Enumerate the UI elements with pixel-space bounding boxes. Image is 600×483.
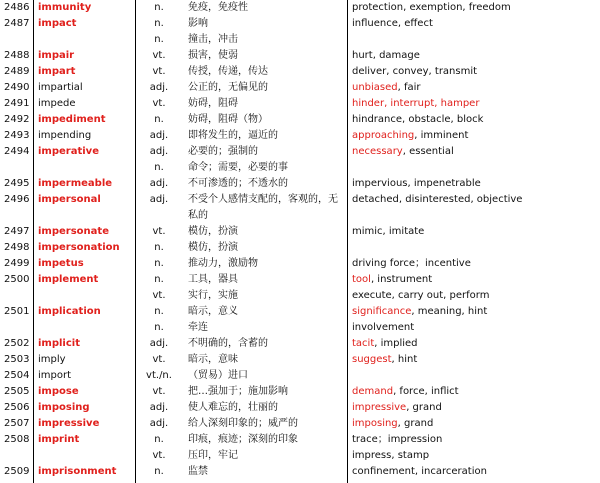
headword: imprisonment xyxy=(38,466,117,477)
chinese-meaning: 模仿，扮演 xyxy=(188,226,238,237)
entry-number: 2489 xyxy=(4,66,30,77)
chinese-meaning: 给人深刻印象的；威严的 xyxy=(188,418,298,429)
table-row xyxy=(0,400,600,416)
table-row xyxy=(0,0,600,16)
table-row xyxy=(0,96,600,112)
key-synonym: approaching xyxy=(352,130,415,141)
part-of-speech: n. xyxy=(154,466,164,477)
part-of-speech: n. xyxy=(154,274,164,285)
headword: imposing xyxy=(38,402,90,413)
part-of-speech: n. xyxy=(154,306,164,317)
synonym: confinement, incarceration xyxy=(352,466,487,477)
english-synonyms xyxy=(352,384,598,400)
synonym: , fair xyxy=(397,82,421,93)
chinese-meaning: 传授，传递，传达 xyxy=(188,66,268,77)
table-row xyxy=(0,16,600,32)
part-of-speech: n. xyxy=(154,34,164,45)
headword: impermeable xyxy=(38,178,113,189)
key-synonym: significance xyxy=(352,306,412,317)
table-row xyxy=(0,240,600,256)
entry-number: 2505 xyxy=(4,386,30,397)
entry-number: 2507 xyxy=(4,418,30,429)
headword: impersonation xyxy=(38,242,120,253)
synonym: execute, carry out, perform xyxy=(352,290,490,301)
headword: impending xyxy=(38,130,92,141)
english-synonyms xyxy=(352,256,598,272)
chinese-meaning: 暗示，意义 xyxy=(188,306,238,317)
headword: imperative xyxy=(38,146,99,157)
part-of-speech: vt. xyxy=(152,354,166,365)
english-synonyms xyxy=(352,48,598,64)
part-of-speech: n. xyxy=(154,2,164,13)
entry-number: 2496 xyxy=(4,194,30,205)
synonym: , grand xyxy=(406,402,442,413)
english-synonyms xyxy=(352,64,598,80)
synonym: trace；impression xyxy=(352,434,443,445)
part-of-speech: adj. xyxy=(149,82,169,93)
chinese-meaning: 监禁 xyxy=(188,466,208,477)
key-synonym: demand xyxy=(352,386,394,397)
english-synonyms xyxy=(352,192,598,208)
table-row xyxy=(0,144,600,160)
chinese-meaning: 牵连 xyxy=(188,322,208,333)
part-of-speech: vt. xyxy=(152,226,166,237)
table-row xyxy=(0,80,600,96)
part-of-speech: n. xyxy=(154,18,164,29)
chinese-meaning: 撞击，冲击 xyxy=(188,34,238,45)
english-synonyms xyxy=(352,352,598,368)
chinese-meaning: 暗示，意味 xyxy=(188,354,238,365)
headword: impressive xyxy=(38,418,100,429)
entry-number: 2491 xyxy=(4,98,30,109)
english-synonyms xyxy=(352,160,598,176)
key-synonym: necessary xyxy=(352,146,403,157)
synonym: impervious, impenetrable xyxy=(352,178,481,189)
headword: impersonate xyxy=(38,226,109,237)
part-of-speech: adj. xyxy=(149,194,169,205)
part-of-speech: vt. xyxy=(152,50,166,61)
part-of-speech: n. xyxy=(154,162,164,173)
english-synonyms xyxy=(352,16,598,32)
table-row xyxy=(0,416,600,432)
entry-number: 2503 xyxy=(4,354,30,365)
english-synonyms xyxy=(352,176,598,192)
chinese-meaning: 命令；需要，必要的事 xyxy=(188,162,288,173)
entry-number: 2509 xyxy=(4,466,30,477)
chinese-meaning: 推动力，激励物 xyxy=(188,258,258,269)
key-synonym: imposing xyxy=(352,418,398,429)
synonym: deliver, convey, transmit xyxy=(352,66,478,77)
table-row xyxy=(0,176,600,192)
synonym: impress, stamp xyxy=(352,450,430,461)
synonym: influence, effect xyxy=(352,18,433,29)
synonym: mimic, imitate xyxy=(352,226,425,237)
entry-number: 2497 xyxy=(4,226,30,237)
headword xyxy=(38,32,134,48)
english-synonyms xyxy=(352,80,598,96)
table-row xyxy=(0,256,600,272)
table-row xyxy=(0,448,600,464)
key-synonym: unbiased xyxy=(352,82,398,93)
key-synonym: hinder, interrupt, hamper xyxy=(352,98,480,109)
headword: imprint xyxy=(38,434,80,445)
entry-number: 2495 xyxy=(4,178,30,189)
chinese-meaning: 影响 xyxy=(188,18,208,29)
english-synonyms xyxy=(352,304,598,320)
entry-number: 2498 xyxy=(4,242,30,253)
chinese-meaning: 压印，牢记 xyxy=(188,450,238,461)
table-row xyxy=(0,32,600,48)
english-synonyms xyxy=(352,272,598,288)
part-of-speech: adj. xyxy=(149,146,169,157)
synonym: involvement xyxy=(352,322,415,333)
chinese-meaning: 印痕，痕迹；深刻的印象 xyxy=(188,434,298,445)
chinese-meaning: 必要的；强制的 xyxy=(188,146,258,157)
headword xyxy=(38,320,134,336)
table-row xyxy=(0,432,600,448)
entry-number: 2508 xyxy=(4,434,30,445)
chinese-meaning: 工具，器具 xyxy=(188,274,238,285)
synonym: , meaning, hint xyxy=(411,306,488,317)
english-synonyms xyxy=(352,288,598,304)
english-synonyms xyxy=(352,112,598,128)
entry-number: 2504 xyxy=(4,370,30,381)
synonym: , essential xyxy=(402,146,454,157)
table-row xyxy=(0,304,600,320)
synonym: , imminent xyxy=(414,130,469,141)
table-row xyxy=(0,112,600,128)
entry-number: 2501 xyxy=(4,306,30,317)
entry-number: 2506 xyxy=(4,402,30,413)
headword: impede xyxy=(38,98,76,109)
entry-number: 2493 xyxy=(4,130,30,141)
table-row xyxy=(0,464,600,480)
entry-number xyxy=(4,448,32,464)
key-synonym: tacit xyxy=(352,338,375,349)
table-row xyxy=(0,192,600,224)
headword: impair xyxy=(38,50,75,61)
chinese-meaning: 模仿，扮演 xyxy=(188,242,238,253)
table-row xyxy=(0,48,600,64)
headword: impartial xyxy=(38,82,83,93)
synonym: driving force；incentive xyxy=(352,258,471,269)
table-row xyxy=(0,368,600,384)
entry-number: 2500 xyxy=(4,274,30,285)
part-of-speech: adj. xyxy=(149,178,169,189)
entry-number: 2499 xyxy=(4,258,30,269)
english-synonyms xyxy=(352,320,598,336)
part-of-speech: adj. xyxy=(149,130,169,141)
chinese-meaning: 实行，实施 xyxy=(188,290,238,301)
chinese-meaning: 使人难忘的，壮丽的 xyxy=(188,402,278,413)
part-of-speech: n. xyxy=(154,322,164,333)
english-synonyms xyxy=(352,128,598,144)
chinese-meaning: 不明确的，含蓄的 xyxy=(188,338,268,349)
part-of-speech: n. xyxy=(154,242,164,253)
synonym: hindrance, obstacle, block xyxy=(352,114,484,125)
headword: impersonal xyxy=(38,194,101,205)
headword: impose xyxy=(38,386,79,397)
chinese-meaning: 公正的，无偏见的 xyxy=(188,82,268,93)
chinese-meaning: 不可渗透的；不透水的 xyxy=(188,178,288,189)
key-synonym: suggest xyxy=(352,354,392,365)
entry-number xyxy=(4,320,32,336)
part-of-speech: adj. xyxy=(149,338,169,349)
part-of-speech: vt. xyxy=(152,450,166,461)
english-synonyms xyxy=(352,416,598,432)
key-synonym: tool xyxy=(352,274,371,285)
table-row xyxy=(0,160,600,176)
synonym: , hint xyxy=(391,354,418,365)
part-of-speech: n. xyxy=(154,434,164,445)
chinese-meaning: 损害，使弱 xyxy=(188,50,238,61)
headword: impart xyxy=(38,66,76,77)
english-synonyms xyxy=(352,32,598,48)
synonym: , force, inflict xyxy=(393,386,459,397)
english-synonyms xyxy=(352,144,598,160)
synonym: hurt, damage xyxy=(352,50,420,61)
table-row xyxy=(0,352,600,368)
synonym: , implied xyxy=(374,338,418,349)
entry-number: 2492 xyxy=(4,114,30,125)
synonym: , grand xyxy=(397,418,434,429)
english-synonyms xyxy=(352,224,598,240)
entry-number: 2502 xyxy=(4,338,30,349)
headword: impediment xyxy=(38,114,106,125)
synonym: detached, disinterested, objective xyxy=(352,194,523,205)
part-of-speech: vt./n. xyxy=(146,370,172,381)
table-row xyxy=(0,128,600,144)
table-row xyxy=(0,288,600,304)
english-synonyms xyxy=(352,0,598,16)
table-row xyxy=(0,272,600,288)
english-synonyms xyxy=(352,464,598,480)
chinese-meaning: 把…强加于；施加影响 xyxy=(188,386,288,397)
chinese-meaning: （贸易）进口 xyxy=(188,370,248,381)
synonym: , instrument xyxy=(370,274,433,285)
part-of-speech: adj. xyxy=(149,418,169,429)
table-row xyxy=(0,224,600,240)
part-of-speech: vt. xyxy=(152,386,166,397)
chinese-meaning: 不受个人感情支配的，客观的，无私的 xyxy=(188,194,338,221)
english-synonyms xyxy=(352,96,598,112)
table-row xyxy=(0,336,600,352)
part-of-speech: vt. xyxy=(152,98,166,109)
entry-number xyxy=(4,288,32,304)
headword: imply xyxy=(38,354,66,365)
headword: impetus xyxy=(38,258,84,269)
entry-number: 2486 xyxy=(4,2,30,13)
part-of-speech: n. xyxy=(154,258,164,269)
headword: implicit xyxy=(38,338,80,349)
headword: import xyxy=(38,370,72,381)
english-synonyms xyxy=(352,240,598,256)
english-synonyms xyxy=(352,432,598,448)
table-row xyxy=(0,64,600,80)
synonym: protection, exemption, freedom xyxy=(352,2,511,13)
table-row xyxy=(0,384,600,400)
chinese-meaning: 免疫，免疫性 xyxy=(188,2,248,13)
entry-number xyxy=(4,160,32,176)
english-synonyms xyxy=(352,448,598,464)
entry-number: 2488 xyxy=(4,50,30,61)
headword: immunity xyxy=(38,2,92,13)
entry-number: 2487 xyxy=(4,18,30,29)
english-synonyms xyxy=(352,368,598,384)
headword xyxy=(38,160,134,176)
chinese-meaning: 妨碍，阻碍 xyxy=(188,98,238,109)
english-synonyms xyxy=(352,400,598,416)
entry-number: 2494 xyxy=(4,146,30,157)
entry-number xyxy=(4,32,32,48)
part-of-speech: vt. xyxy=(152,66,166,77)
headword xyxy=(38,288,134,304)
chinese-meaning: 妨碍，阻碍（物） xyxy=(188,114,268,125)
headword: impact xyxy=(38,18,77,29)
english-synonyms xyxy=(352,336,598,352)
headword: implement xyxy=(38,274,99,285)
part-of-speech: adj. xyxy=(149,402,169,413)
table-row xyxy=(0,320,600,336)
part-of-speech: vt. xyxy=(152,290,166,301)
part-of-speech: n. xyxy=(154,114,164,125)
headword: implication xyxy=(38,306,101,317)
chinese-meaning: 即将发生的，逼近的 xyxy=(188,130,278,141)
entry-number: 2490 xyxy=(4,82,30,93)
headword xyxy=(38,448,134,464)
key-synonym: impressive xyxy=(352,402,407,413)
